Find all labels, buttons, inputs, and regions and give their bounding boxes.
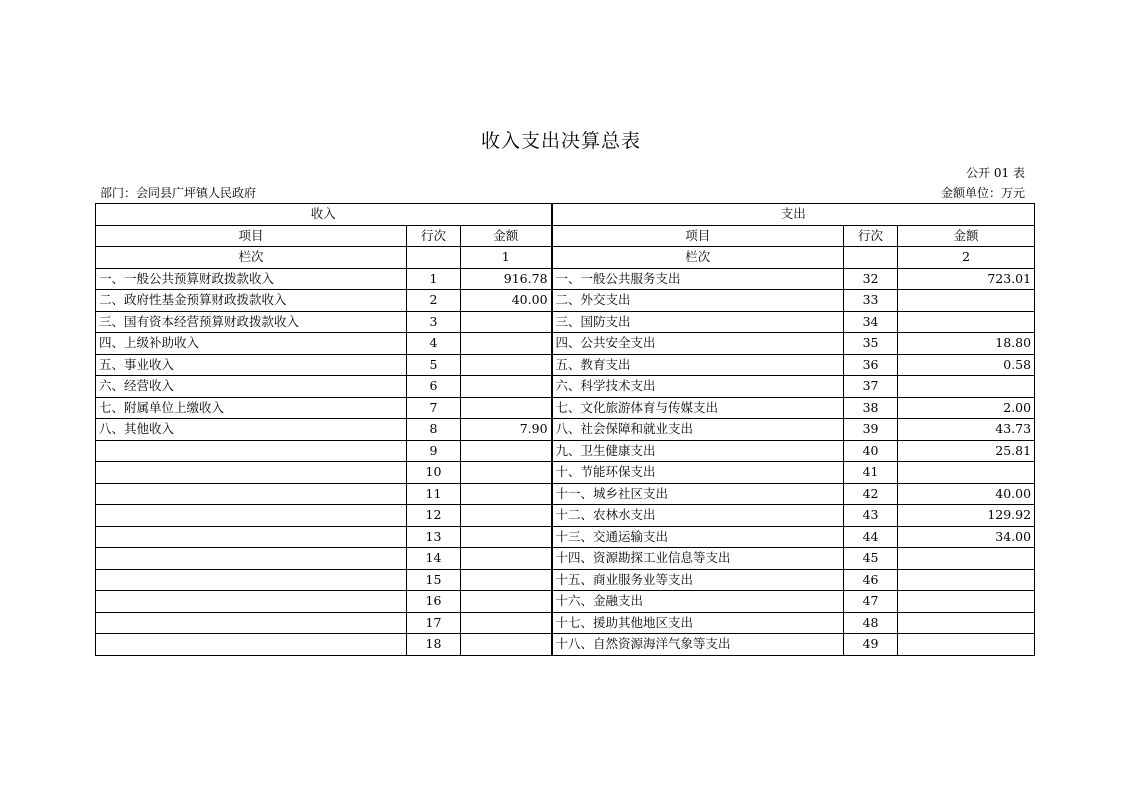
table-row bbox=[96, 354, 1035, 376]
income-amount-cell bbox=[461, 591, 552, 613]
income-item-cell bbox=[96, 505, 407, 527]
expense-amount-cell: 0.58 bbox=[898, 354, 1035, 376]
income-amount-cell bbox=[461, 376, 552, 398]
table-row bbox=[96, 268, 1035, 290]
expense-amount-cell bbox=[898, 290, 1035, 312]
income-item-cell: 二、政府性基金预算财政拨款收入 bbox=[96, 290, 407, 312]
income-amount-cell bbox=[461, 548, 552, 570]
income-amount-cell: 40.00 bbox=[461, 290, 552, 312]
department-label: 部门：会同县广坪镇人民政府 bbox=[100, 186, 257, 200]
form-number: 公开 01 表 bbox=[966, 166, 1025, 180]
expense-row-no-cell: 39 bbox=[844, 419, 898, 441]
expense-row-no-cell: 37 bbox=[844, 376, 898, 398]
expense-item-cell: 六、科学技术支出 bbox=[552, 376, 844, 398]
expense-row-no-cell: 32 bbox=[844, 268, 898, 290]
expense-item-cell: 三、国防支出 bbox=[552, 311, 844, 333]
income-amount-cell bbox=[461, 569, 552, 591]
expense-amount-cell bbox=[898, 634, 1035, 656]
income-amount-cell bbox=[461, 634, 552, 656]
income-row-no-header: 行次 bbox=[407, 225, 461, 247]
table-row bbox=[96, 505, 1035, 527]
income-item-cell bbox=[96, 440, 407, 462]
income-amount-cell bbox=[461, 311, 552, 333]
income-amount-cell: 916.78 bbox=[461, 268, 552, 290]
income-item-cell bbox=[96, 569, 407, 591]
income-row-no-cell: 6 bbox=[407, 376, 461, 398]
expense-row-no-cell: 40 bbox=[844, 440, 898, 462]
expense-item-cell: 八、社会保障和就业支出 bbox=[552, 419, 844, 441]
income-row-no-cell: 7 bbox=[407, 397, 461, 419]
expense-item-cell: 十三、交通运输支出 bbox=[552, 526, 844, 548]
income-row-no-cell: 10 bbox=[407, 462, 461, 484]
expense-amount-cell: 18.80 bbox=[898, 333, 1035, 355]
income-amount-cell bbox=[461, 505, 552, 527]
income-row-no-cell: 9 bbox=[407, 440, 461, 462]
expense-column-seq-number: 2 bbox=[898, 247, 1035, 269]
expense-column-seq-label: 栏次 bbox=[552, 247, 844, 269]
income-expense-table bbox=[95, 203, 1035, 656]
expense-item-header: 项目 bbox=[552, 225, 844, 247]
expense-amount-cell bbox=[898, 462, 1035, 484]
income-amount-header: 金额 bbox=[461, 225, 552, 247]
expense-amount-cell: 40.00 bbox=[898, 483, 1035, 505]
expense-item-cell: 二、外交支出 bbox=[552, 290, 844, 312]
expense-amount-cell bbox=[898, 376, 1035, 398]
expense-row-no-cell: 35 bbox=[844, 333, 898, 355]
income-item-cell: 四、上级补助收入 bbox=[96, 333, 407, 355]
expense-row-no-cell: 38 bbox=[844, 397, 898, 419]
expense-amount-cell: 2.00 bbox=[898, 397, 1035, 419]
expense-item-cell: 四、公共安全支出 bbox=[552, 333, 844, 355]
income-item-cell: 五、事业收入 bbox=[96, 354, 407, 376]
amount-unit-label: 金额单位：万元 bbox=[940, 186, 1025, 200]
expense-item-cell: 十八、自然资源海洋气象等支出 bbox=[552, 634, 844, 656]
table-row bbox=[96, 612, 1035, 634]
income-row-no-cell: 1 bbox=[407, 268, 461, 290]
expense-item-cell: 十五、商业服务业等支出 bbox=[552, 569, 844, 591]
expense-row-no-cell: 34 bbox=[844, 311, 898, 333]
table-row bbox=[96, 440, 1035, 462]
income-item-cell bbox=[96, 612, 407, 634]
expense-amount-cell: 129.92 bbox=[898, 505, 1035, 527]
expense-amount-cell: 34.00 bbox=[898, 526, 1035, 548]
expense-row-no-cell: 46 bbox=[844, 569, 898, 591]
table-row bbox=[96, 462, 1035, 484]
expense-column-seq-blank bbox=[844, 247, 898, 269]
page-title: 收入支出决算总表 bbox=[480, 130, 641, 152]
income-item-cell: 七、附属单位上缴收入 bbox=[96, 397, 407, 419]
income-amount-cell bbox=[461, 397, 552, 419]
income-row-no-cell: 4 bbox=[407, 333, 461, 355]
expense-section-header: 支出 bbox=[552, 204, 1035, 226]
income-item-cell bbox=[96, 634, 407, 656]
income-amount-cell: 7.90 bbox=[461, 419, 552, 441]
income-amount-cell bbox=[461, 462, 552, 484]
expense-row-no-cell: 33 bbox=[844, 290, 898, 312]
expense-item-cell: 七、文化旅游体育与传媒支出 bbox=[552, 397, 844, 419]
expense-item-cell: 九、卫生健康支出 bbox=[552, 440, 844, 462]
income-item-cell: 一、一般公共预算财政拨款收入 bbox=[96, 268, 407, 290]
expense-item-cell: 十一、城乡社区支出 bbox=[552, 483, 844, 505]
income-column-seq-number: 1 bbox=[461, 247, 552, 269]
expense-row-no-cell: 43 bbox=[844, 505, 898, 527]
table-header-row-columns bbox=[96, 225, 1035, 247]
income-item-cell bbox=[96, 591, 407, 613]
expense-item-cell: 十四、资源勘探工业信息等支出 bbox=[552, 548, 844, 570]
expense-amount-header: 金额 bbox=[898, 225, 1035, 247]
expense-row-no-cell: 48 bbox=[844, 612, 898, 634]
income-item-header: 项目 bbox=[96, 225, 407, 247]
table-row bbox=[96, 548, 1035, 570]
expense-item-cell: 十六、金融支出 bbox=[552, 591, 844, 613]
income-item-cell bbox=[96, 548, 407, 570]
income-item-cell: 三、国有资本经营预算财政拨款收入 bbox=[96, 311, 407, 333]
expense-amount-cell bbox=[898, 591, 1035, 613]
expense-item-cell: 十、节能环保支出 bbox=[552, 462, 844, 484]
income-row-no-cell: 18 bbox=[407, 634, 461, 656]
income-row-no-cell: 13 bbox=[407, 526, 461, 548]
expense-item-cell: 十七、援助其他地区支出 bbox=[552, 612, 844, 634]
expense-amount-cell: 25.81 bbox=[898, 440, 1035, 462]
expense-amount-cell: 723.01 bbox=[898, 268, 1035, 290]
expense-row-no-cell: 49 bbox=[844, 634, 898, 656]
table-row bbox=[96, 290, 1035, 312]
table-header-row-sections bbox=[96, 204, 1035, 226]
table-row bbox=[96, 483, 1035, 505]
income-amount-cell bbox=[461, 483, 552, 505]
income-row-no-cell: 5 bbox=[407, 354, 461, 376]
income-item-cell bbox=[96, 526, 407, 548]
table-row bbox=[96, 311, 1035, 333]
table-header-row-seq bbox=[96, 247, 1035, 269]
income-amount-cell bbox=[461, 354, 552, 376]
income-row-no-cell: 2 bbox=[407, 290, 461, 312]
expense-row-no-cell: 36 bbox=[844, 354, 898, 376]
table-row bbox=[96, 591, 1035, 613]
income-row-no-cell: 16 bbox=[407, 591, 461, 613]
income-item-cell: 六、经营收入 bbox=[96, 376, 407, 398]
income-row-no-cell: 3 bbox=[407, 311, 461, 333]
table-row bbox=[96, 333, 1035, 355]
income-item-cell bbox=[96, 483, 407, 505]
income-row-no-cell: 15 bbox=[407, 569, 461, 591]
income-row-no-cell: 8 bbox=[407, 419, 461, 441]
expense-row-no-cell: 42 bbox=[844, 483, 898, 505]
expense-row-no-header: 行次 bbox=[844, 225, 898, 247]
expense-amount-cell bbox=[898, 311, 1035, 333]
income-item-cell: 八、其他收入 bbox=[96, 419, 407, 441]
expense-amount-cell bbox=[898, 612, 1035, 634]
expense-amount-cell bbox=[898, 569, 1035, 591]
income-amount-cell bbox=[461, 526, 552, 548]
income-column-seq-label: 栏次 bbox=[96, 247, 407, 269]
table-row bbox=[96, 569, 1035, 591]
income-row-no-cell: 14 bbox=[407, 548, 461, 570]
expense-amount-cell: 43.73 bbox=[898, 419, 1035, 441]
expense-item-cell: 十二、农林水支出 bbox=[552, 505, 844, 527]
table-row bbox=[96, 419, 1035, 441]
table-row bbox=[96, 526, 1035, 548]
table-row bbox=[96, 376, 1035, 398]
expense-amount-cell bbox=[898, 548, 1035, 570]
table-row bbox=[96, 397, 1035, 419]
expense-row-no-cell: 47 bbox=[844, 591, 898, 613]
income-amount-cell bbox=[461, 333, 552, 355]
income-row-no-cell: 17 bbox=[407, 612, 461, 634]
expense-item-cell: 一、一般公共服务支出 bbox=[552, 268, 844, 290]
income-amount-cell bbox=[461, 612, 552, 634]
income-row-no-cell: 12 bbox=[407, 505, 461, 527]
expense-row-no-cell: 44 bbox=[844, 526, 898, 548]
income-row-no-cell: 11 bbox=[407, 483, 461, 505]
income-section-header: 收入 bbox=[96, 204, 552, 226]
table-row bbox=[96, 634, 1035, 656]
expense-item-cell: 五、教育支出 bbox=[552, 354, 844, 376]
income-amount-cell bbox=[461, 440, 552, 462]
expense-row-no-cell: 41 bbox=[844, 462, 898, 484]
income-column-seq-blank bbox=[407, 247, 461, 269]
expense-row-no-cell: 45 bbox=[844, 548, 898, 570]
income-item-cell bbox=[96, 462, 407, 484]
